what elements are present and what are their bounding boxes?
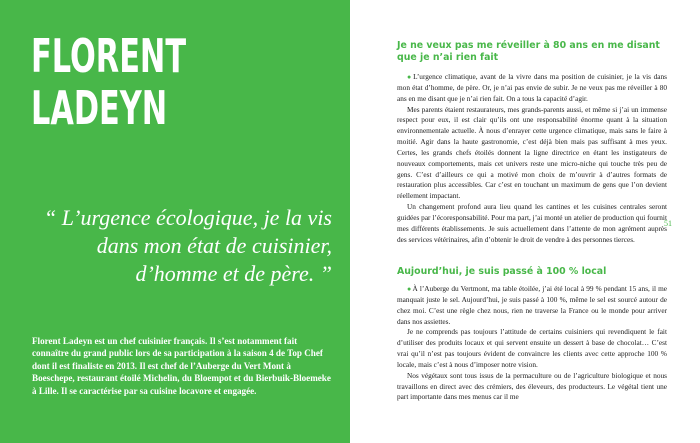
paragraph: Je ne comprends pas toujours l’attitude de certains cuisiniers qui revendiquent le fait d’utiliser des produits locaux et qui servent ensuite un dessert à base de chocolat… C’est vrai qu’il n’est pas toujours évident de convaincre les clients avec cette approche 100 % locale, mais c’est à nous d’imposer notre vision.: [397, 327, 667, 369]
section-heading-2: Aujourd’hui, je suis passé à 100 % local: [397, 266, 607, 277]
section-1-body: [397, 72, 667, 246]
section-2-body: [397, 284, 667, 403]
paragraph: ●À l’Auberge du Vertmont, ma table étoilée, j’ai été local à 99 % pendant 15 ans, il me manquait juste le sel. Aujourd’hui, je suis passé à 100 %, même le sel est sourcé autour de chez moi. C’est une règle chez nous, rien ne traverse la France ou le monde pour arriver dans nos assiettes.: [397, 284, 667, 326]
name-last: LADEYN: [31, 81, 168, 135]
name-first: FLORENT: [31, 29, 187, 83]
section-heading-1: Je ne veux pas me réveiller à 80 ans en me disant que je n’ai rien fait: [397, 40, 660, 63]
pull-quote: “ L’urgence écologique, je la vis dans mon état de cuisinier, d’homme et de père. ”: [44, 205, 332, 286]
paragraph: Mes parents étaient restaurateurs, mes grands-parents aussi, et même si j’ai un immense respect pour eux, il est clair qu’ils ont une responsabilité énorme quant à la situation environnementale actuelle. À nous d’enrayer cette urgence climatique, mais sans le faire à moitié. Agir dans la haute gastronomie, c’est déjà bien mais pas suffisant à mes yeux. Certes, les grands chefs étoilés donnent la ligne directrice en étant les instigateurs de nouveaux comportements, mais cet univers reste une micro-niche qui touche très peu de gens. C’est d’ailleurs ce qui a motivé mon choix de m’ouvrir à d’autres formats de restauration plus accessibles. Car c’est en touchant un maximum de gens que l’on devient réellement impactant.: [397, 104, 667, 201]
page-number: 51: [664, 219, 672, 228]
chef-bio: Florent Ladeyn est un chef cuisinier français. Il s’est notamment fait connaître du grand public lors de sa participation à la saison 4 de Top Chef dont il est finaliste en 2013. Il est chef de l’Auberge du Vert Mont à Boeschepe, restaurant étoilé Michelin, du Bloempot et du Bierbuik-Bloemeke à Lille. Il se caractérise par sa cuisine locavore et engagée.: [32, 336, 331, 396]
chef-name: [31, 30, 229, 134]
paragraph: ●L’urgence climatique, avant de la vivre dans ma position de cuisinier, je la vis dans mon état d’homme, de père. Or, je n’ai pas envie de subir. Je ne veux pas me réveiller à 80 ans en me disant que je n’ai rien fait. On a tous la capacité d’agir.: [397, 72, 667, 103]
bullet-icon: ●: [407, 285, 412, 293]
paragraph: Un changement profond aura lieu quand les cantines et les cuisines centrales seront guidées par l’écoresponsabilité. Pour ma part, j’ai monté un atelier de production qui fournit mes différents établissements. Je suis actuellement dans l’attente de mon agrément auprès des services vétérinaires, afin d’obtenir le droit de vendre à des personnes tierces.: [397, 202, 667, 244]
paragraph: Nos végétaux sont tous issus de la permaculture ou de l’agriculture biologique et nous travaillons en direct avec des crémiers, des éleveurs, des producteurs. Le végétal tient une part importante dans mes menus car il me: [397, 370, 667, 402]
bullet-icon: ●: [407, 73, 413, 81]
